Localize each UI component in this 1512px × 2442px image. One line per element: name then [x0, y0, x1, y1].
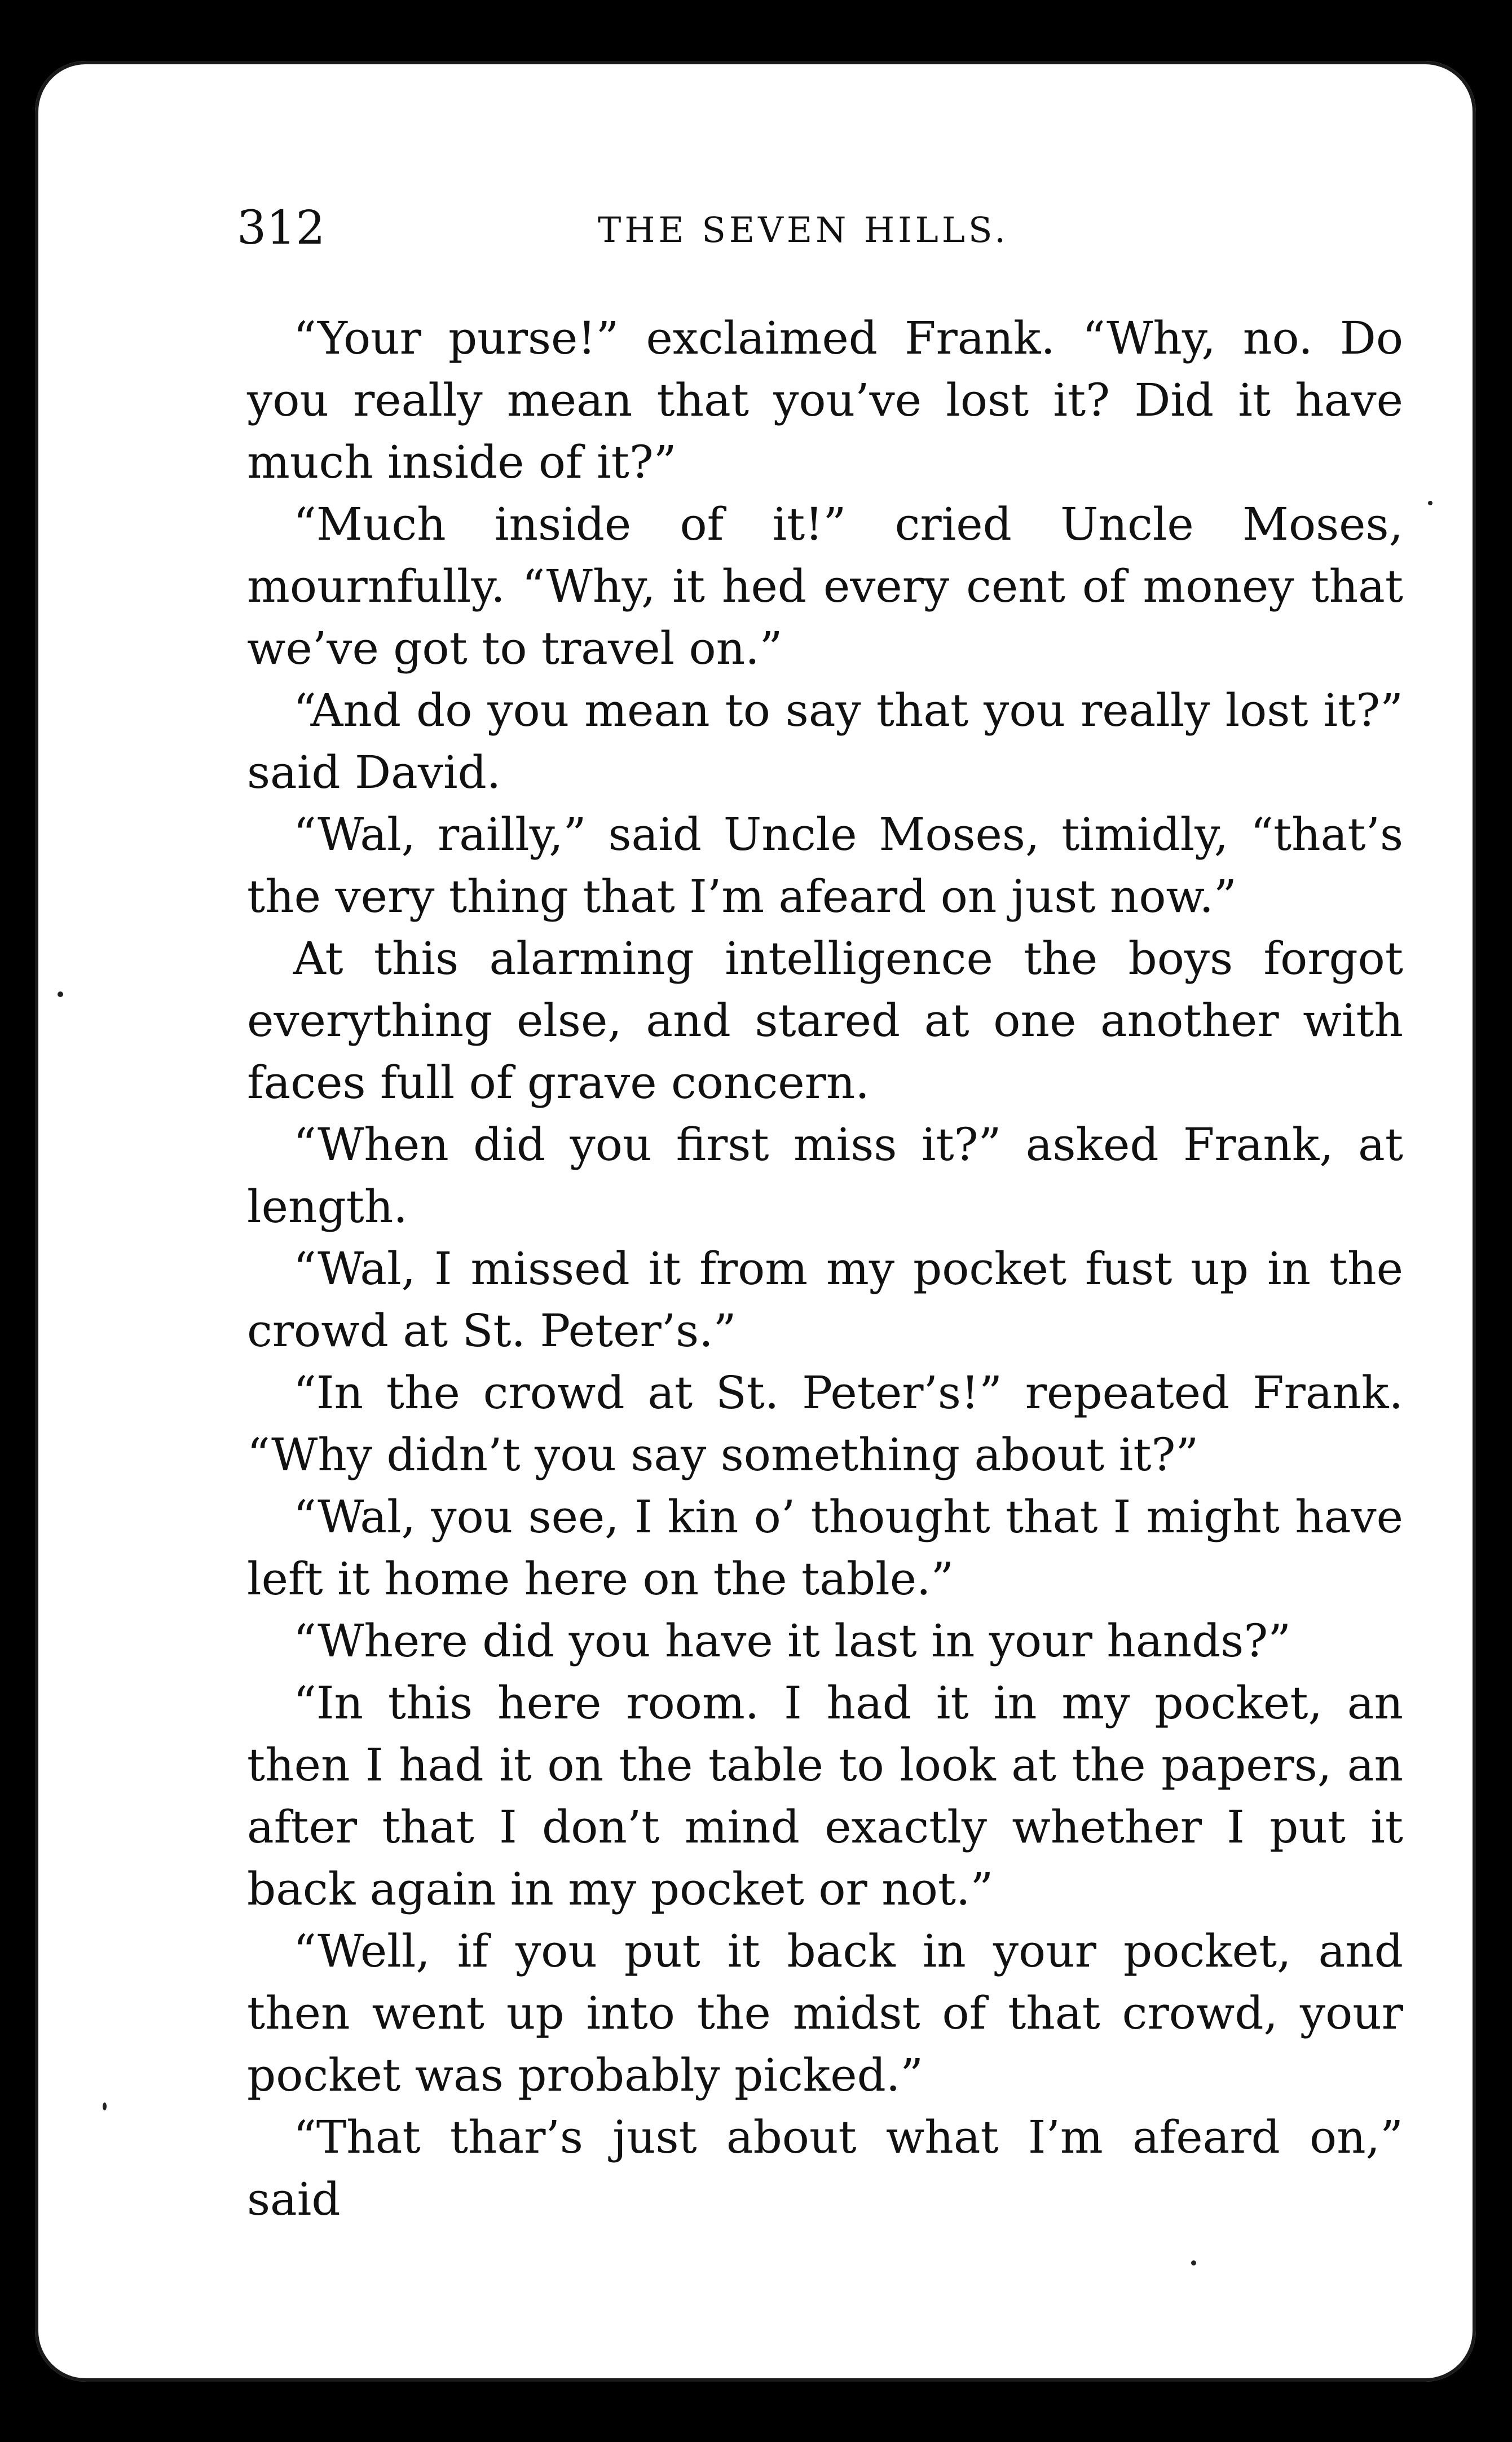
page-number: 312 — [237, 201, 325, 255]
paragraph: “Much inside of it!” cried Uncle Moses, mournfully. “Why, it hed every cent of money that we’ve got to travel on.” — [247, 498, 1403, 675]
paragraph: “And do you mean to say that you really lost it?” said David. — [247, 684, 1403, 799]
paragraph: “That thar’s just about what I’m afeard on,” said — [247, 2111, 1403, 2225]
paragraph: “Wal, you see, I kin o’ thought that I might have left it home here on the table.” — [247, 1491, 1403, 1605]
paragraph: At this alarming intelligence the boys forgot everything else, and stared at one another with faces full of grave concern. — [247, 932, 1403, 1109]
paragraph: “Wal, railly,” said Uncle Moses, timidly, “that’s the very thing that I’m afeard on just now.” — [247, 808, 1403, 923]
running-title: THE SEVEN HILLS. — [598, 209, 1009, 250]
paragraph: “Wal, I missed it from my pocket fust up in the crowd at St. Peter’s.” — [247, 1242, 1403, 1357]
paragraph: “In the crowd at St. Peter’s!” repeated Frank. “Why didn’t you say something about it?” — [247, 1367, 1403, 1481]
body-text — [247, 307, 1403, 2231]
paragraph: “Where did you have it last in your hands?” — [293, 1615, 1291, 1667]
ink-speck — [58, 991, 63, 997]
paragraph: “When did you first miss it?” asked Frank, at length. — [247, 1118, 1403, 1233]
paragraph: “In this here room. I had it in my pocket, an then I had it on the table to look at the papers, an after that I don’t mind exactly whether I put it back again in my pocket or not.” — [247, 1677, 1403, 1915]
paragraph: “Your purse!” exclaimed Frank. “Why, no. Do you really mean that you’ve lost it? Did it have much inside of it?” — [247, 312, 1403, 488]
paragraph: “Well, if you put it back in your pocket, and then went up into the midst of that crowd, your pocket was probably picked.” — [247, 1925, 1403, 2101]
ink-speck — [1191, 2260, 1196, 2265]
ink-speck — [1428, 501, 1432, 505]
ink-speck — [103, 2102, 107, 2110]
page-header — [237, 197, 1399, 259]
